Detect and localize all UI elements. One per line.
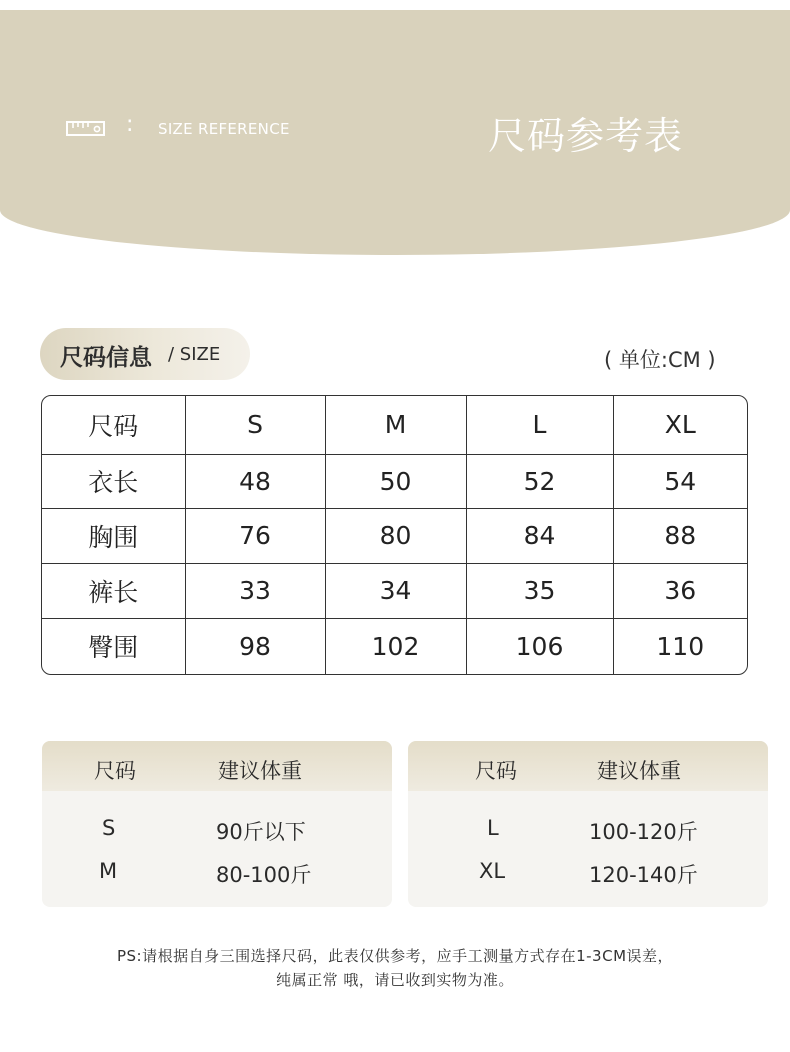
table-row xyxy=(42,563,747,618)
table-cell: 84 xyxy=(466,508,613,563)
weight-header-weight: 建议体重 xyxy=(597,759,681,783)
header-colon: : xyxy=(126,112,134,137)
table-header-row xyxy=(42,396,747,454)
table-row xyxy=(42,508,747,563)
table-cell: 裤长 xyxy=(42,563,185,618)
table-header-cell: M xyxy=(325,396,466,454)
weight-table-right xyxy=(408,741,768,907)
header-title-cn: 尺码参考表 xyxy=(488,114,684,158)
weight-table-left xyxy=(42,741,392,907)
weight-header-size: 尺码 xyxy=(475,759,517,783)
table-cell: 54 xyxy=(613,454,747,508)
weight-row-size: M xyxy=(99,859,118,883)
table-header-cell: 尺码 xyxy=(42,396,185,454)
table-cell: 110 xyxy=(656,631,705,661)
size-table xyxy=(41,395,748,675)
table-cell: 48 xyxy=(185,454,325,508)
table-cell: 臀围 xyxy=(42,618,185,674)
table-cell: 50 xyxy=(325,454,466,508)
weight-row-size: XL xyxy=(479,859,506,883)
table-row xyxy=(42,454,747,508)
size-info-label xyxy=(40,328,250,380)
table-cell: 80 xyxy=(325,508,466,563)
size-info-label-en: / SIZE xyxy=(168,344,221,365)
weight-row-size: L xyxy=(487,816,499,840)
table-cell: 衣长 xyxy=(42,454,185,508)
table-row xyxy=(42,618,747,674)
table-cell: 98 xyxy=(185,618,325,674)
ruler-icon xyxy=(66,121,106,137)
table-cell: 33 xyxy=(185,563,325,618)
table-header-cell: XL xyxy=(613,396,747,454)
weight-row-value: 100-120斤 xyxy=(589,820,698,844)
table-cell: 102 xyxy=(325,618,466,674)
weight-table-header xyxy=(408,741,768,791)
weight-table-header xyxy=(42,741,392,791)
table-cell: 胸围 xyxy=(42,508,185,563)
table-cell: 52 xyxy=(466,454,613,508)
weight-header-size: 尺码 xyxy=(94,759,136,783)
table-cell: 35 xyxy=(466,563,613,618)
weight-row-size: S xyxy=(102,816,116,840)
unit-label: ( 单位:CM ) xyxy=(604,348,716,372)
weight-header-weight: 建议体重 xyxy=(218,759,302,783)
ps-note-line1: PS:请根据自身三围选择尺码，此表仅供参考，应手工测量方式存在1-3CM误差， xyxy=(116,947,674,965)
ps-note xyxy=(0,944,790,992)
size-info-label-cn: 尺码信息 xyxy=(60,345,152,371)
weight-row-value: 80-100斤 xyxy=(216,863,312,887)
table-cell: 34 xyxy=(325,563,466,618)
table-cell: 36 xyxy=(613,563,747,618)
weight-row-value: 90斤以下 xyxy=(216,820,306,844)
table-cell: 76 xyxy=(185,508,325,563)
table-header-cell: S xyxy=(185,396,325,454)
header-title-en: SIZE REFERENCE xyxy=(158,120,290,138)
ps-note-line2: 纯属正常 哦，请已收到实物为准。 xyxy=(276,971,514,989)
table-cell: 106 xyxy=(466,618,613,674)
header-banner xyxy=(0,10,790,255)
table-header-cell: L xyxy=(466,396,613,454)
weight-row-value: 120-140斤 xyxy=(589,863,698,887)
table-cell: 88 xyxy=(613,508,747,563)
